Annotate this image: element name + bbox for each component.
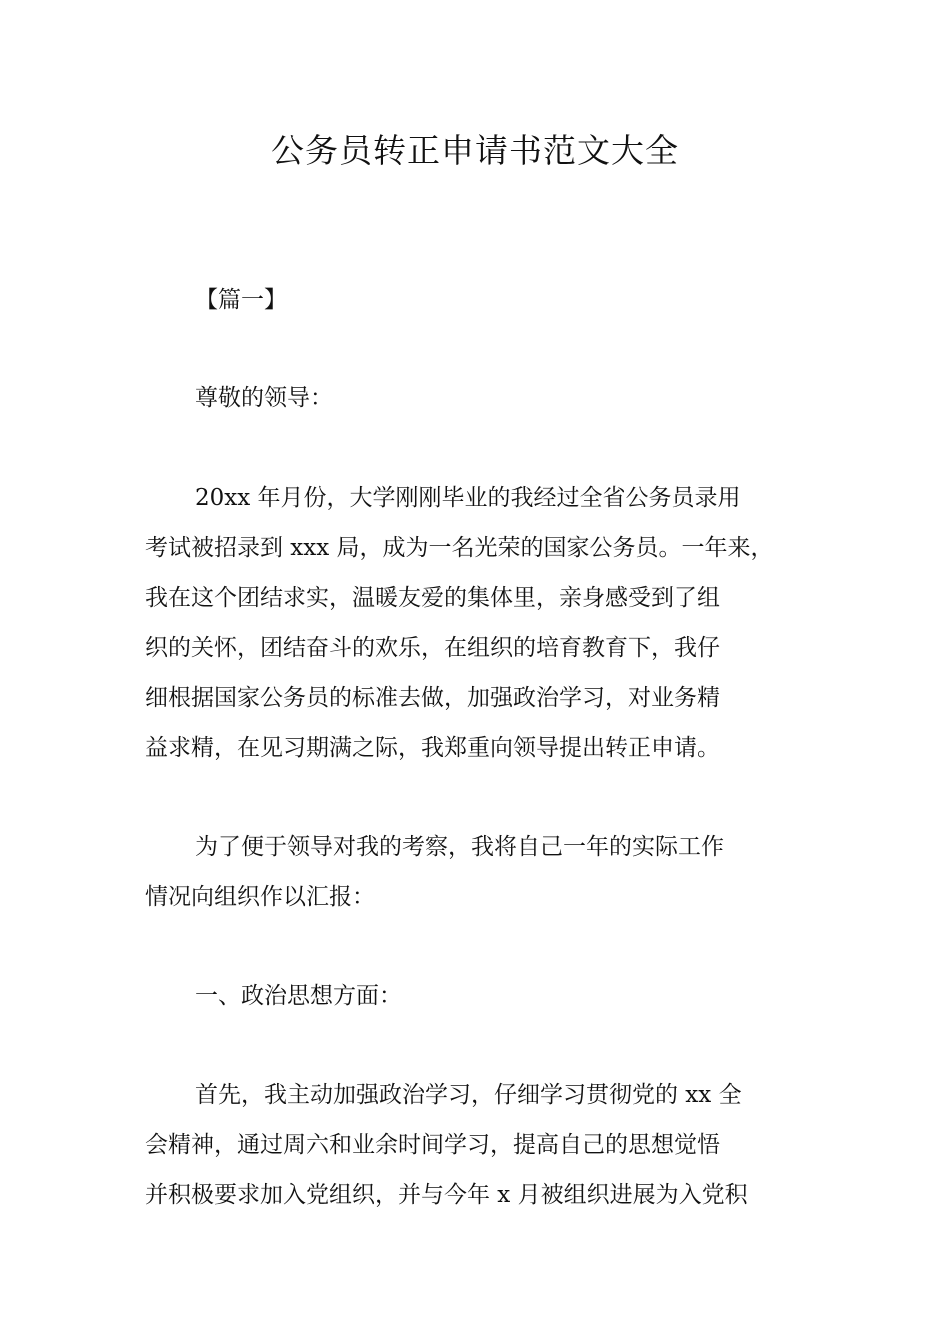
paragraph-line: 考试被招录到 xxx 局，成为一名光荣的国家公务员。一年来， (145, 535, 774, 561)
paragraph-report (145, 822, 835, 922)
document-title: 公务员转正申请书范文大全 (271, 131, 679, 170)
paragraph-intro (145, 473, 835, 773)
paragraph-line: 细根据国家公务员的标准去做，加强政治学习，对业务精 (145, 685, 720, 711)
section-heading-line: 一、政治思想方面： (195, 983, 402, 1009)
paragraph-line: 20xx 年月份，大学刚刚毕业的我经过全省公务员录用 (195, 485, 741, 511)
section-label: 【篇一】 (195, 287, 287, 313)
paragraph-line: 为了便于领导对我的考察，我将自己一年的实际工作 (195, 834, 724, 860)
paragraph-line: 我在这个团结求实，温暖友爱的集体里，亲身感受到了组 (145, 585, 720, 611)
paragraph-line: 会精神，通过周六和业余时间学习，提高自己的思想觉悟 (145, 1132, 720, 1158)
paragraph-line: 益求精，在见习期满之际，我郑重向领导提出转正申请。 (145, 735, 720, 761)
salutation-line: 尊敬的领导： (195, 385, 333, 411)
section-heading-political (145, 971, 835, 1021)
paragraph-line: 并积极要求加入党组织，并与今年 x 月被组织进展为入党积 (145, 1182, 748, 1208)
paragraph-line: 织的关怀，团结奋斗的欢乐，在组织的培育教育下，我仔 (145, 635, 720, 661)
paragraph-line: 情况向组织作以汇报： (145, 884, 375, 910)
paragraph-line: 首先，我主动加强政治学习，仔细学习贯彻党的 xx 全 (195, 1082, 742, 1108)
paragraph-first (145, 1070, 835, 1220)
salutation (145, 373, 835, 423)
